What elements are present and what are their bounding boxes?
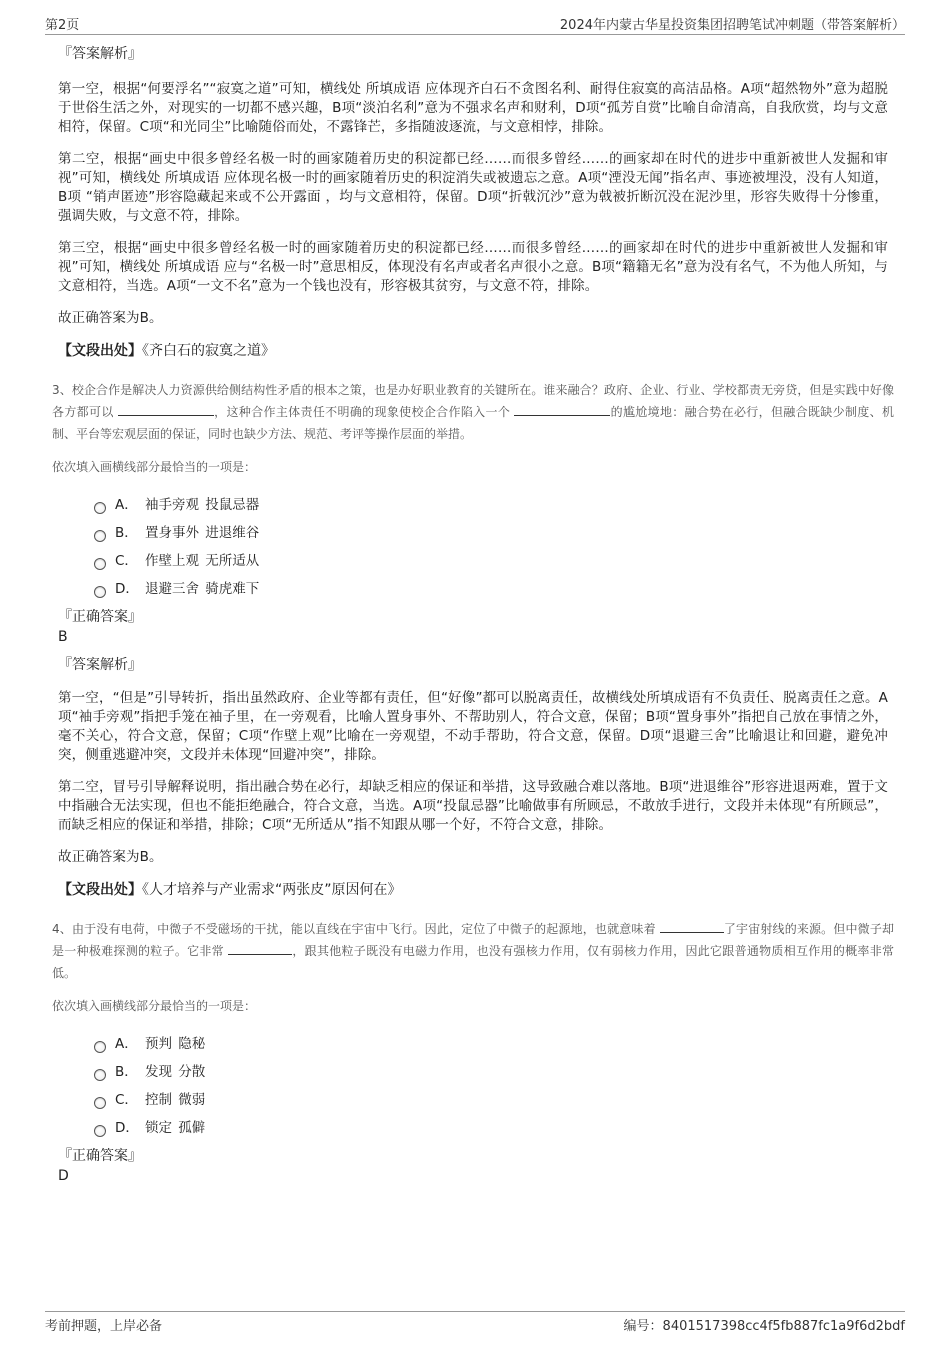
option-text: 置身事外 进退维谷 xyxy=(145,525,260,541)
fill-blank xyxy=(514,401,610,416)
option-letter: A． xyxy=(115,1036,138,1052)
option-text: 锁定 孤僻 xyxy=(145,1120,206,1136)
question-text-part: 了宇宙射线的来源。但中微子却是一种极难探测的粒子。它非常 xyxy=(52,922,894,958)
question-4-options xyxy=(94,1030,888,1142)
option-text: 作壁上观 无所适从 xyxy=(145,553,260,569)
analysis-paragraph: 第一空，“但是”引导转折，指出虽然政府、企业等都有责任，但“好像”都可以脱离责任，故横线处所填成语有不负责任、脱离责任之意。A项“袖手旁观”指把手笼在袖子里，在一旁观看，比喻人置身事外、不帮助别人，符合文意，保留；B项“置身事外”指把自己放在事情之外，毫不关心，符合文意，保留；C项“作壁上观”比喻在一旁观望，不动手帮助，符合文意，保留。D项“退避三舍”比喻退让和回避，避免冲突，侧重逃避冲突，文段并未体现“回避冲突”，排除。 xyxy=(58,690,888,763)
radio-button[interactable] xyxy=(94,586,106,598)
correct-answer-label: 『正确答案』 xyxy=(58,1148,142,1164)
fill-blank xyxy=(118,401,214,416)
analysis-title: 『答案解析』 xyxy=(58,46,142,62)
radio-button[interactable] xyxy=(94,1125,106,1137)
question-text-part: ，这种合作主体责任不明确的现象使校企合作陷入一个 xyxy=(213,405,511,419)
source-citation xyxy=(58,880,888,900)
code-value: 8401517398cc4f5fb887fc1a9f6d2bdf xyxy=(662,1319,905,1334)
analysis-paragraph: 第二空，根据“画史中很多曾经名极一时的画家随着历史的积淀都已经……而很多曾经……的画家却在时代的进步中重新被世人发掘和审视”可知，横线处 所填成语 应体现名极一时的画家随着历史的积淀消失或被遗忘之意。A项“湮没无闻”指名声、事迹被埋没，没有人知道，B项 “销声匿迹”形容隐藏起来或不公开露面 ，均与文意相符，保留。D项“折戟沉沙”意为戟被折断沉没在泥沙里，形容失败得十分惨重，强调失败，与文意不符，排除。 xyxy=(58,151,888,224)
radio-button[interactable] xyxy=(94,1069,106,1081)
option-letter: B． xyxy=(115,525,138,541)
option-d[interactable] xyxy=(94,1114,888,1142)
option-text: 袖手旁观 投鼠忌器 xyxy=(145,497,260,513)
option-d[interactable] xyxy=(94,575,888,603)
main-content xyxy=(52,44,894,1194)
option-letter: D． xyxy=(115,581,139,597)
fill-blank xyxy=(228,940,292,955)
source-label: 【文段出处】 xyxy=(58,882,142,898)
analysis-title: 『答案解析』 xyxy=(58,657,142,673)
option-text: 控制 微弱 xyxy=(145,1092,206,1108)
question-text-part: 的尴尬境地：融合势在必行，但融合既缺少制度、机制、平台等宏观层面的保证，同时也缺少方法、规范、考评等操作层面的举措。 xyxy=(52,405,894,441)
option-letter: B． xyxy=(115,1064,138,1080)
analysis-paragraph: 第三空，根据“画史中很多曾经名极一时的画家随着历史的积淀都已经……而很多曾经……的画家却在时代的进步中重新被世人发掘和审视”可知，横线处 所填成语 应与“名极一时”意思相反，体现没有名声或者名声很小之意。B项“籍籍无名”意为没有名气，不为他人所知，与文意相符，当选。A项“一文不名”意为一个钱也没有，形容极其贫穷，与文意不符，排除。 xyxy=(58,240,888,294)
source-label: 【文段出处】 xyxy=(58,343,142,359)
analysis-paragraph: 第一空，根据“何要浮名”“寂寞之道”可知，横线处 所填成语 应体现齐白石不贪图名利、耐得住寂寞的高洁品格。A项“超然物外”意为超脱于世俗生活之外，对现实的一切都不感兴趣，B项“淡泊名利”意为不强求名声和财利，D项“孤芳自赏”比喻自命清高，自我欣赏，均与文意相符，保留。C项“和光同尘”比喻随俗而处，不露锋芒，多指随波逐流，与文意相悖，排除。 xyxy=(58,81,888,135)
option-c[interactable] xyxy=(94,1086,888,1114)
radio-button[interactable] xyxy=(94,1097,106,1109)
answer-conclusion: 故正确答案为B。 xyxy=(58,310,163,326)
page-header xyxy=(45,12,905,35)
option-b[interactable] xyxy=(94,1058,888,1086)
option-text: 预判 隐秘 xyxy=(145,1036,206,1052)
correct-answer-value: D xyxy=(58,1168,69,1184)
document-code xyxy=(624,1315,905,1334)
option-b[interactable] xyxy=(94,519,888,547)
correct-answer-value: B xyxy=(58,629,68,645)
option-letter: D． xyxy=(115,1120,139,1136)
option-letter: C． xyxy=(115,553,138,569)
option-letter: A． xyxy=(115,497,138,513)
radio-button[interactable] xyxy=(94,558,106,570)
page-footer xyxy=(45,1311,905,1334)
question-4-text xyxy=(52,918,894,984)
radio-button[interactable] xyxy=(94,1041,106,1053)
fill-blank xyxy=(660,918,724,933)
question-3-text xyxy=(52,379,894,445)
answer-conclusion: 故正确答案为B。 xyxy=(58,849,163,865)
question-text-part: 4、由于没有电荷，中微子不受磁场的干扰，能以直线在宇宙中飞行。因此，定位了中微子的起源地，也就意味着 xyxy=(52,922,656,936)
document-title: 2024年内蒙古华星投资集团招聘笔试冲刺题（带答案解析） xyxy=(559,18,905,33)
question-prompt: 依次填入画横线部分最恰当的一项是： xyxy=(52,460,257,474)
question-text-part: 3、校企合作是解决人力资源供给侧结构性矛盾的根本之策，也是办好职业教育的关键所在。谁来融合？政府、企业、行业、学校都责无旁贷，但是实践中好像各方都可以 xyxy=(52,383,894,419)
option-text: 退避三舍 骑虎难下 xyxy=(145,581,260,597)
question-text-part: ，跟其他粒子既没有电磁力作用，也没有强核力作用，仅有弱核力作用，因此它跟普通物质相互作用的概率非常低。 xyxy=(52,944,894,980)
correct-answer-label: 『正确答案』 xyxy=(58,609,142,625)
option-c[interactable] xyxy=(94,547,888,575)
question-prompt: 依次填入画横线部分最恰当的一项是： xyxy=(52,999,257,1013)
footer-slogan: 考前押题，上岸必备 xyxy=(45,1319,163,1334)
analysis-paragraph: 第二空，冒号引导解释说明，指出融合势在必行，却缺乏相应的保证和举措，这导致融合难以落地。B项“进退维谷”形容进退两难，置于文中指融合无法实现，但也不能拒绝融合，符合文意，当选。A项“投鼠忌器”比喻做事有所顾忌，不敢放手进行，文段并未体现“有所顾忌”，而缺乏相应的保证和举措，排除；C项“无所适从”指不知跟从哪一个好，不符合文意，排除。 xyxy=(58,779,888,833)
option-letter: C． xyxy=(115,1092,138,1108)
option-a[interactable] xyxy=(94,1030,888,1058)
radio-button[interactable] xyxy=(94,502,106,514)
code-label: 编号： xyxy=(623,1319,663,1334)
page-number: 第2页 xyxy=(45,18,80,33)
radio-button[interactable] xyxy=(94,530,106,542)
option-a[interactable] xyxy=(94,491,888,519)
source-citation xyxy=(58,341,888,361)
question-3-options xyxy=(94,491,888,603)
option-text: 发现 分散 xyxy=(145,1064,206,1080)
source-text: 《齐白石的寂寞之道》 xyxy=(142,343,275,359)
source-text: 《人才培养与产业需求“两张皮”原因何在》 xyxy=(142,882,402,898)
